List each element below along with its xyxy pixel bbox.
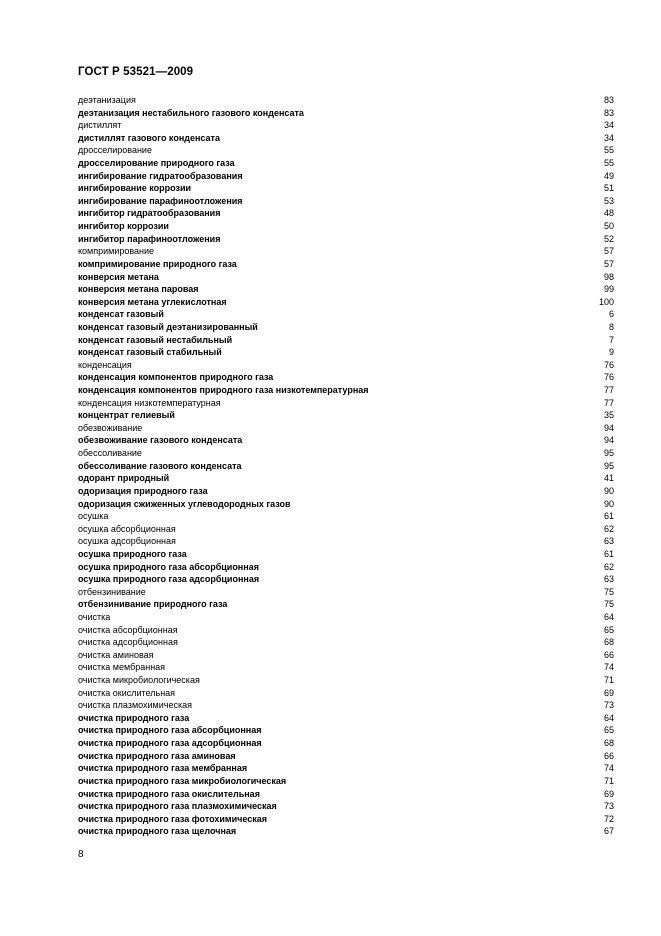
- index-page-ref: 62: [603, 561, 614, 572]
- index-entry: [78, 699, 614, 712]
- index-page-ref: 83: [603, 107, 614, 118]
- index-page-ref: 75: [603, 586, 614, 597]
- index-entry: [78, 712, 614, 725]
- index-page-ref: 50: [603, 221, 614, 232]
- index-term: дросселирование: [78, 145, 152, 156]
- index-term: очистка плазмохимическая: [78, 700, 192, 711]
- index-entry: [78, 510, 614, 523]
- index-page-ref: 53: [603, 195, 614, 206]
- index-page-ref: 8: [608, 321, 614, 332]
- index-entry: [78, 687, 614, 700]
- index-term: очистка природного газа адсорбционная: [78, 738, 262, 749]
- index-page-ref: 76: [603, 372, 614, 383]
- index-entry: [78, 485, 614, 498]
- index-entry: [78, 813, 614, 826]
- index-term: осушка природного газа адсорбционная: [78, 574, 260, 585]
- index-entry: [78, 195, 614, 208]
- index-entry: [78, 825, 614, 838]
- index-entry: [78, 460, 614, 473]
- index-entry: [78, 561, 614, 574]
- index-term: конденсация: [78, 359, 132, 370]
- index-entry: [78, 296, 614, 309]
- index-term: отбензинивание природного газа: [78, 599, 228, 610]
- index-term: очистка природного газа окислительная: [78, 788, 260, 799]
- index-entry: [78, 649, 614, 662]
- index-entry: [78, 775, 614, 788]
- index-entry: [78, 258, 614, 271]
- index-entry: [78, 636, 614, 649]
- index-page-ref: 41: [603, 473, 614, 484]
- index-entry: [78, 523, 614, 536]
- index-term: компримирование природного газа: [78, 258, 237, 269]
- index-term: отбензинивание: [78, 586, 146, 597]
- index-entry: [78, 661, 614, 674]
- index-page-ref: 64: [603, 712, 614, 723]
- index-entry: [78, 611, 614, 624]
- index-term: очистка природного газа фотохимическая: [78, 813, 267, 824]
- index-page-ref: 48: [603, 208, 614, 219]
- index-page-ref: 73: [603, 700, 614, 711]
- index-term: ингибирование парафиноотложения: [78, 195, 243, 206]
- index-page-ref: 9: [608, 347, 614, 358]
- index-page-ref: 69: [603, 788, 614, 799]
- index-entry: [78, 157, 614, 170]
- index-term: обессоливание: [78, 448, 142, 459]
- index-term: очистка абсорбционная: [78, 624, 178, 635]
- index-page-ref: 74: [603, 662, 614, 673]
- index-entry: [78, 447, 614, 460]
- index-term: ингибитор гидратообразования: [78, 208, 221, 219]
- index-entry: [78, 107, 614, 120]
- index-entry: [78, 144, 614, 157]
- index-term: деэтанизация: [78, 95, 136, 105]
- index-page-ref: 90: [603, 498, 614, 509]
- index-page-ref: 69: [603, 687, 614, 698]
- index-page-ref: 65: [603, 624, 614, 635]
- index-term: дистиллят газового конденсата: [78, 132, 220, 143]
- index-term: осушка абсорбционная: [78, 523, 176, 534]
- index-term: конденсат газовый: [78, 309, 164, 320]
- index-term: очистка природного газа абсорбционная: [78, 725, 262, 736]
- index-term: конденсат газовый нестабильный: [78, 334, 233, 345]
- index-page-ref: 94: [603, 435, 614, 446]
- index-page-ref: 66: [603, 649, 614, 660]
- index-page-ref: 64: [603, 611, 614, 622]
- index-term: очистка природного газа щелочная: [78, 826, 237, 837]
- index-entry: [78, 119, 614, 132]
- index-term: очистка микробиологическая: [78, 675, 200, 686]
- index-entry: [78, 624, 614, 637]
- index-entry: [78, 283, 614, 296]
- index-term: очистка адсорбционная: [78, 637, 178, 648]
- index-page-ref: 34: [603, 120, 614, 131]
- index-page-ref: 34: [603, 132, 614, 143]
- index-term: очистка природного газа: [78, 712, 190, 723]
- index-entry: [78, 535, 614, 548]
- index-entry: [78, 170, 614, 183]
- index-term: очистка природного газа мембранная: [78, 763, 248, 774]
- index-page-ref: 73: [603, 801, 614, 812]
- index-page-ref: 74: [603, 763, 614, 774]
- index-page-ref: 99: [603, 284, 614, 295]
- index-term: обезвоживание: [78, 422, 143, 433]
- index-page-ref: 6: [608, 309, 614, 320]
- index-entry: [78, 346, 614, 359]
- index-entry: [78, 94, 614, 107]
- index-page-ref: 77: [603, 385, 614, 396]
- index-term: ингибитор коррозии: [78, 221, 169, 232]
- index-entry: [78, 724, 614, 737]
- index-page-ref: 98: [603, 271, 614, 282]
- index-term: конденсация низкотемпературная: [78, 397, 221, 408]
- index-term: деэтанизация нестабильного газового конденсата: [78, 107, 304, 118]
- index-entry: [78, 334, 614, 347]
- index-entry: [78, 182, 614, 195]
- index-entry: [78, 788, 614, 801]
- alphabetical-index: [78, 94, 614, 838]
- index-term: обезвоживание газового конденсата: [78, 435, 243, 446]
- index-page-ref: 66: [603, 750, 614, 761]
- index-page-ref: 57: [603, 246, 614, 257]
- index-entry: [78, 762, 614, 775]
- page-number: 8: [78, 849, 84, 860]
- index-entry: [78, 132, 614, 145]
- index-term: ингибитор парафиноотложения: [78, 233, 221, 244]
- index-page-ref: 95: [603, 460, 614, 471]
- index-entry: [78, 321, 614, 334]
- index-term: осушка природного газа: [78, 548, 187, 559]
- index-page-ref: 83: [603, 95, 614, 105]
- index-page-ref: 61: [603, 511, 614, 522]
- index-entry: [78, 548, 614, 561]
- index-term: осушка: [78, 511, 109, 522]
- index-term: очистка мембранная: [78, 662, 166, 673]
- index-entry: [78, 800, 614, 813]
- index-page-ref: 55: [603, 145, 614, 156]
- index-page-ref: 7: [608, 334, 614, 345]
- index-term: ингибирование гидратообразования: [78, 170, 243, 181]
- index-page-ref: 62: [603, 523, 614, 534]
- index-term: концентрат гелиевый: [78, 410, 175, 421]
- index-page-ref: 52: [603, 233, 614, 244]
- index-entry: [78, 245, 614, 258]
- index-entry: [78, 434, 614, 447]
- index-page-ref: 77: [603, 397, 614, 408]
- index-page-ref: 63: [603, 536, 614, 547]
- index-page-ref: 61: [603, 548, 614, 559]
- index-term: очистка окислительная: [78, 687, 176, 698]
- index-page-ref: 76: [603, 359, 614, 370]
- index-page-ref: 67: [603, 826, 614, 837]
- index-term: очистка природного газа микробиологическая: [78, 775, 287, 786]
- index-term: конденсат газовый деэтанизированный: [78, 321, 258, 332]
- index-term: компримирование: [78, 246, 155, 257]
- index-term: одоризация сжиженных углеводородных газов: [78, 498, 291, 509]
- index-term: конверсия метана паровая: [78, 284, 199, 295]
- index-page-ref: 63: [603, 574, 614, 585]
- index-entry: [78, 573, 614, 586]
- index-term: конденсация компонентов природного газа: [78, 372, 274, 383]
- index-term: очистка природного газа аминовая: [78, 750, 236, 761]
- index-term: ингибирование коррозии: [78, 183, 192, 194]
- index-entry: [78, 359, 614, 372]
- document-header: ГОСТ Р 53521—2009: [78, 66, 194, 78]
- index-page-ref: 94: [603, 422, 614, 433]
- index-entry: [78, 498, 614, 511]
- index-term: осушка природного газа абсорбционная: [78, 561, 259, 572]
- index-term: одорант природный: [78, 473, 170, 484]
- index-page-ref: 35: [603, 410, 614, 421]
- index-page-ref: 68: [603, 637, 614, 648]
- index-entry: [78, 384, 614, 397]
- index-term: осушка адсорбционная: [78, 536, 176, 547]
- index-page-ref: 72: [603, 813, 614, 824]
- index-term: конверсия метана: [78, 271, 159, 282]
- index-page-ref: 65: [603, 725, 614, 736]
- index-page-ref: 55: [603, 158, 614, 169]
- index-term: конденсация компонентов природного газа низкотемпературная: [78, 385, 369, 396]
- index-page-ref: 71: [603, 775, 614, 786]
- index-term: очистка: [78, 611, 111, 622]
- index-entry: [78, 271, 614, 284]
- index-entry: [78, 422, 614, 435]
- index-page-ref: 51: [603, 183, 614, 194]
- index-term: конверсия метана углекислотная: [78, 296, 227, 307]
- index-entry: [78, 586, 614, 599]
- index-page-ref: 57: [603, 258, 614, 269]
- index-entry: [78, 409, 614, 422]
- index-page-ref: 49: [603, 170, 614, 181]
- index-entry: [78, 737, 614, 750]
- index-term: обессоливание газового конденсата: [78, 460, 242, 471]
- index-entry: [78, 750, 614, 763]
- index-entry: [78, 674, 614, 687]
- index-term: дистиллят: [78, 120, 122, 131]
- index-entry: [78, 220, 614, 233]
- index-entry: [78, 472, 614, 485]
- index-entry: [78, 207, 614, 220]
- index-term: одоризация природного газа: [78, 485, 208, 496]
- index-term: дросселирование природного газа: [78, 158, 235, 169]
- index-page-ref: 100: [598, 296, 614, 307]
- index-entry: [78, 371, 614, 384]
- index-entry: [78, 397, 614, 410]
- index-term: конденсат газовый стабильный: [78, 347, 222, 358]
- index-entry: [78, 598, 614, 611]
- index-page-ref: 71: [603, 675, 614, 686]
- index-page-ref: 68: [603, 738, 614, 749]
- index-entry: [78, 308, 614, 321]
- index-entry: [78, 233, 614, 246]
- index-page-ref: 90: [603, 485, 614, 496]
- index-term: очистка аминовая: [78, 649, 154, 660]
- index-page-ref: 75: [603, 599, 614, 610]
- index-term: очистка природного газа плазмохимическая: [78, 801, 277, 812]
- index-page-ref: 95: [603, 448, 614, 459]
